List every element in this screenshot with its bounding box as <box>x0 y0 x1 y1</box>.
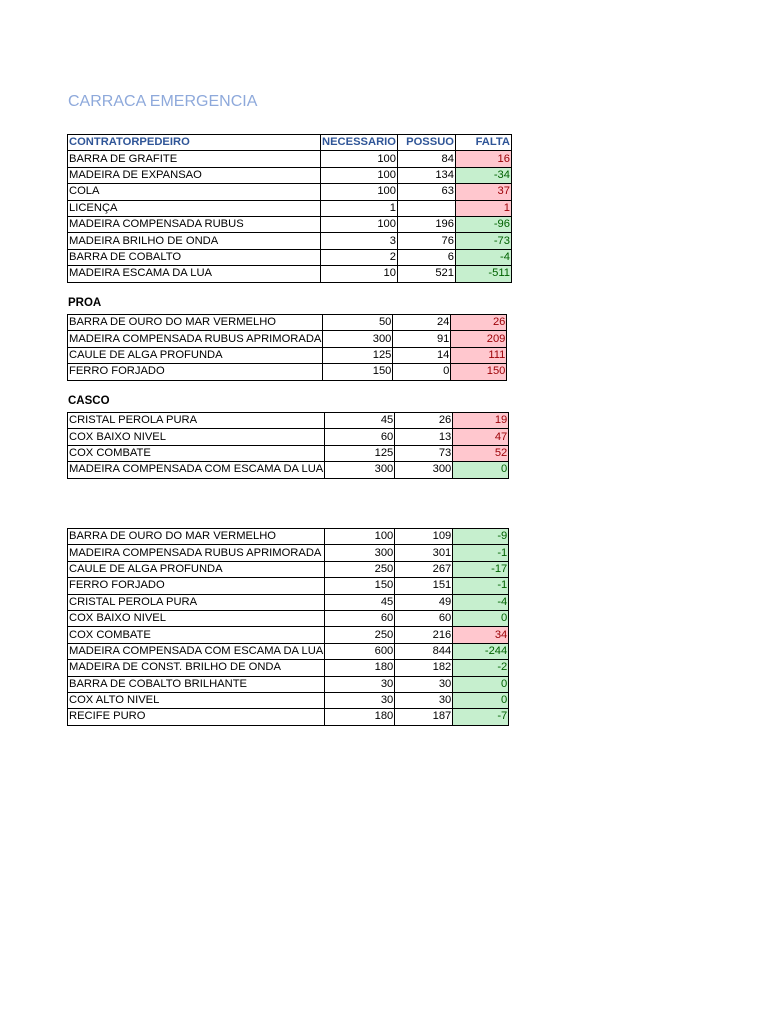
header-missing[interactable]: FALTA <box>455 135 511 151</box>
cell-owned[interactable]: 6 <box>397 249 455 265</box>
cell-owned[interactable]: 521 <box>397 266 455 282</box>
cell-needed[interactable]: 100 <box>321 167 398 183</box>
cell-needed[interactable]: 1 <box>321 200 398 216</box>
cell-owned[interactable]: 91 <box>393 331 451 347</box>
table-row <box>68 692 509 708</box>
cell-item-name[interactable]: BARRA DE COBALTO <box>68 249 321 265</box>
cell-owned[interactable]: 301 <box>395 545 453 561</box>
cell-missing[interactable]: -511 <box>455 266 511 282</box>
cell-missing[interactable]: 26 <box>451 315 507 331</box>
header-name[interactable]: CONTRATORPEDEIRO <box>68 135 321 151</box>
cell-owned[interactable]: 267 <box>395 561 453 577</box>
cell-owned[interactable]: 300 <box>395 462 453 478</box>
cell-item-name[interactable]: FERRO FORJADO <box>68 364 323 380</box>
cell-needed[interactable]: 60 <box>325 429 395 445</box>
cell-owned[interactable]: 73 <box>395 445 453 461</box>
table-row <box>68 364 507 380</box>
cell-item-name[interactable]: MADEIRA COMPENSADA RUBUS APRIMORADA <box>68 545 325 561</box>
summary-table <box>67 528 509 726</box>
cell-owned[interactable]: 60 <box>395 610 453 626</box>
table-row <box>68 429 509 445</box>
section-label-casco: CASCO <box>68 395 110 407</box>
header-have[interactable]: POSSUO <box>397 135 455 151</box>
table-row <box>68 216 512 232</box>
cell-needed[interactable]: 2 <box>321 249 398 265</box>
cell-missing[interactable]: 34 <box>453 627 509 643</box>
cell-item-name[interactable]: CAULE DE ALGA PROFUNDA <box>68 561 325 577</box>
table-row <box>68 578 509 594</box>
cell-missing[interactable]: -9 <box>453 529 509 545</box>
cell-needed[interactable]: 100 <box>321 151 398 167</box>
table-row <box>68 462 509 478</box>
cell-missing[interactable]: -244 <box>453 643 509 659</box>
cell-needed[interactable]: 100 <box>321 184 398 200</box>
cell-needed[interactable]: 300 <box>325 545 395 561</box>
cell-needed[interactable]: 150 <box>325 578 395 594</box>
cell-owned[interactable]: 76 <box>397 233 455 249</box>
table-row <box>68 266 512 282</box>
cell-item-name[interactable]: MADEIRA COMPENSADA RUBUS APRIMORADA <box>68 331 323 347</box>
table-row <box>68 561 509 577</box>
cell-needed[interactable]: 180 <box>325 709 395 725</box>
cell-item-name[interactable]: MADEIRA DE EXPANSAO <box>68 167 321 183</box>
section-label-proa: PROA <box>68 297 102 309</box>
cell-needed[interactable]: 45 <box>325 594 395 610</box>
cell-missing[interactable]: -4 <box>455 249 511 265</box>
cell-missing[interactable]: -1 <box>453 578 509 594</box>
table-row <box>68 445 509 461</box>
cell-needed[interactable]: 10 <box>321 266 398 282</box>
sheet-title: CARRACA EMERGENCIA <box>68 93 258 110</box>
cell-needed[interactable]: 100 <box>325 529 395 545</box>
cell-needed[interactable]: 3 <box>321 233 398 249</box>
cell-owned[interactable]: 844 <box>395 643 453 659</box>
cell-missing[interactable]: 0 <box>453 676 509 692</box>
cell-owned[interactable]: 63 <box>397 184 455 200</box>
cell-item-name[interactable]: BARRA DE OURO DO MAR VERMELHO <box>68 529 325 545</box>
cell-item-name[interactable]: MADEIRA COMPENSADA COM ESCAMA DA LUA <box>68 643 325 659</box>
cell-item-name[interactable]: MADEIRA BRILHO DE ONDA <box>68 233 321 249</box>
table-row <box>68 529 509 545</box>
cell-needed[interactable]: 125 <box>325 445 395 461</box>
cell-needed[interactable]: 180 <box>325 660 395 676</box>
cell-needed[interactable]: 125 <box>323 347 393 363</box>
cell-item-name[interactable]: CRISTAL PEROLA PURA <box>68 594 325 610</box>
cell-owned[interactable]: 14 <box>393 347 451 363</box>
cell-item-name[interactable]: COX BAIXO NIVEL <box>68 429 325 445</box>
table-row <box>68 660 509 676</box>
cell-item-name[interactable]: CRISTAL PEROLA PURA <box>68 413 325 429</box>
table-row <box>68 709 509 725</box>
cell-item-name[interactable]: COX BAIXO NIVEL <box>68 610 325 626</box>
cell-missing[interactable]: -17 <box>453 561 509 577</box>
cell-missing[interactable]: -7 <box>453 709 509 725</box>
cell-item-name[interactable]: MADEIRA COMPENSADA RUBUS <box>68 216 321 232</box>
cell-missing[interactable]: 0 <box>453 462 509 478</box>
cell-item-name[interactable]: MADEIRA DE CONST. BRILHO DE ONDA <box>68 660 325 676</box>
cell-owned[interactable]: 84 <box>397 151 455 167</box>
table-row <box>68 676 509 692</box>
table-row <box>68 233 512 249</box>
cell-owned[interactable]: 134 <box>397 167 455 183</box>
header-need[interactable]: NECESSARIO <box>321 135 398 151</box>
table-row <box>68 331 507 347</box>
cell-missing[interactable]: -1 <box>453 545 509 561</box>
cell-item-name[interactable]: MADEIRA COMPENSADA COM ESCAMA DA LUA <box>68 462 325 478</box>
cell-missing[interactable]: 52 <box>453 445 509 461</box>
table-row <box>68 594 509 610</box>
cell-missing[interactable]: 0 <box>453 692 509 708</box>
cell-needed[interactable]: 250 <box>325 561 395 577</box>
cell-item-name[interactable]: RECIFE PURO <box>68 709 325 725</box>
table-row <box>68 151 512 167</box>
cell-missing[interactable]: 16 <box>455 151 511 167</box>
cell-needed[interactable]: 100 <box>321 216 398 232</box>
cell-missing[interactable]: -73 <box>455 233 511 249</box>
casco-table <box>67 412 509 479</box>
cell-missing[interactable]: -96 <box>455 216 511 232</box>
cell-owned[interactable]: 109 <box>395 529 453 545</box>
cell-missing[interactable]: 47 <box>453 429 509 445</box>
cell-item-name[interactable]: COX COMBATE <box>68 445 325 461</box>
cell-owned[interactable] <box>397 200 455 216</box>
cell-owned[interactable]: 26 <box>395 413 453 429</box>
cell-owned[interactable]: 30 <box>395 676 453 692</box>
cell-owned[interactable]: 182 <box>395 660 453 676</box>
cell-item-name[interactable]: BARRA DE GRAFITE <box>68 151 321 167</box>
cell-owned[interactable]: 30 <box>395 692 453 708</box>
header-row <box>68 135 512 151</box>
contratorpedeiro-table <box>67 134 512 283</box>
cell-missing[interactable]: 37 <box>455 184 511 200</box>
table-row <box>68 315 507 331</box>
table-row <box>68 347 507 363</box>
cell-item-name[interactable]: BARRA DE OURO DO MAR VERMELHO <box>68 315 323 331</box>
table-row <box>68 545 509 561</box>
table-row <box>68 167 512 183</box>
cell-missing[interactable]: 111 <box>451 347 507 363</box>
cell-needed[interactable]: 45 <box>325 413 395 429</box>
cell-owned[interactable]: 151 <box>395 578 453 594</box>
table-row <box>68 413 509 429</box>
cell-needed[interactable]: 250 <box>325 627 395 643</box>
cell-item-name[interactable]: COLA <box>68 184 321 200</box>
cell-owned[interactable]: 24 <box>393 315 451 331</box>
cell-owned[interactable]: 13 <box>395 429 453 445</box>
cell-needed[interactable]: 300 <box>325 462 395 478</box>
cell-needed[interactable]: 60 <box>325 610 395 626</box>
cell-owned[interactable]: 49 <box>395 594 453 610</box>
cell-owned[interactable]: 0 <box>393 364 451 380</box>
cell-missing[interactable]: 1 <box>455 200 511 216</box>
cell-needed[interactable]: 300 <box>323 331 393 347</box>
table-row <box>68 249 512 265</box>
proa-table <box>67 314 507 381</box>
cell-item-name[interactable]: BARRA DE COBALTO BRILHANTE <box>68 676 325 692</box>
cell-missing[interactable]: 0 <box>453 610 509 626</box>
cell-needed[interactable]: 600 <box>325 643 395 659</box>
cell-needed[interactable]: 30 <box>325 692 395 708</box>
cell-owned[interactable]: 187 <box>395 709 453 725</box>
cell-owned[interactable]: 196 <box>397 216 455 232</box>
cell-missing[interactable]: -34 <box>455 167 511 183</box>
cell-missing[interactable]: 150 <box>451 364 507 380</box>
cell-item-name[interactable]: FERRO FORJADO <box>68 578 325 594</box>
cell-needed[interactable]: 150 <box>323 364 393 380</box>
cell-missing[interactable]: -2 <box>453 660 509 676</box>
table-row <box>68 610 509 626</box>
cell-needed[interactable]: 50 <box>323 315 393 331</box>
table-row <box>68 643 509 659</box>
cell-item-name[interactable]: CAULE DE ALGA PROFUNDA <box>68 347 323 363</box>
cell-missing[interactable]: 209 <box>451 331 507 347</box>
cell-item-name[interactable]: COX ALTO NIVEL <box>68 692 325 708</box>
table-row <box>68 200 512 216</box>
cell-needed[interactable]: 30 <box>325 676 395 692</box>
cell-missing[interactable]: -4 <box>453 594 509 610</box>
cell-item-name[interactable]: COX COMBATE <box>68 627 325 643</box>
cell-item-name[interactable]: LICENÇA <box>68 200 321 216</box>
cell-owned[interactable]: 216 <box>395 627 453 643</box>
cell-item-name[interactable]: MADEIRA ESCAMA DA LUA <box>68 266 321 282</box>
table-row <box>68 184 512 200</box>
cell-missing[interactable]: 19 <box>453 413 509 429</box>
table-row <box>68 627 509 643</box>
